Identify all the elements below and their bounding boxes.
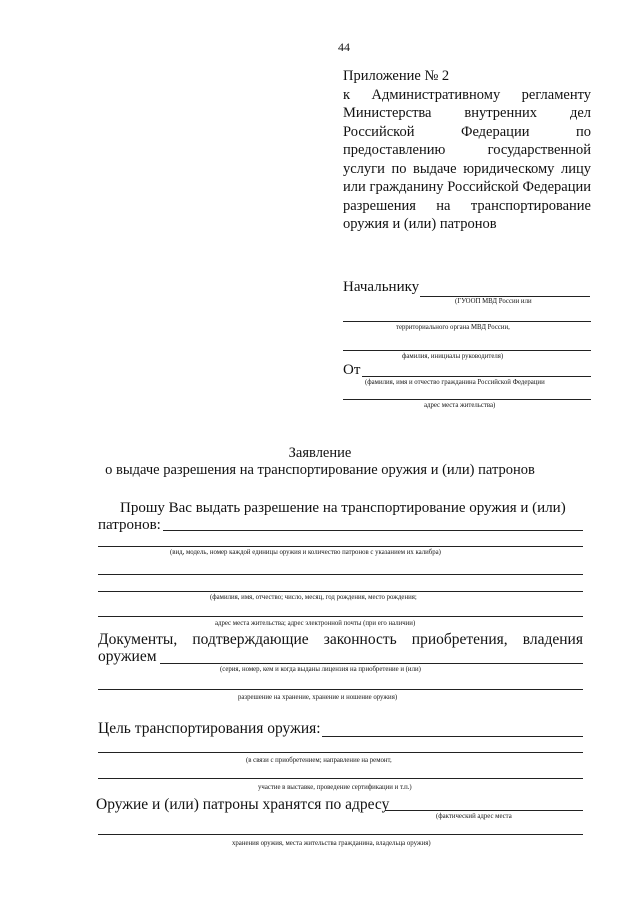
documents-field-line[interactable] xyxy=(160,663,583,664)
hint-permit: разрешение на хранение, хранение и ношение оружия) xyxy=(238,694,398,701)
purpose-label: Цель транспортирования оружия: xyxy=(98,720,321,737)
permit-field-line[interactable] xyxy=(98,689,583,690)
hint-storage-2: хранения оружия, места жительства гражданина, владельца оружия) xyxy=(232,840,431,847)
hint-purpose-2: участие в выставке, проведение сертификации и т.п.) xyxy=(258,784,412,791)
address-field-line[interactable] xyxy=(343,399,591,400)
page-number: 44 xyxy=(338,40,350,54)
storage-field-line-2[interactable] xyxy=(98,834,583,835)
hint-territorial: территориального органа МВД России, xyxy=(396,324,510,331)
hint-person: (фамилия, имя, отчество; число, месяц, год рождения, место рождения; xyxy=(210,594,417,601)
contacts-field-line[interactable] xyxy=(98,616,583,617)
purpose-field-line[interactable] xyxy=(322,736,583,737)
hint-contacts: адрес места жительства; адрес электронной почты (при его наличии) xyxy=(215,620,416,627)
hint-purpose: (в связи с приобретением; направление на ремонт, xyxy=(246,757,392,764)
weapon-field-line-2[interactable] xyxy=(98,574,583,575)
appendix-title: Приложение № 2 xyxy=(343,68,450,84)
appendix-block xyxy=(343,67,591,234)
documents-line-2: оружием xyxy=(98,648,157,665)
purpose-field-line-2[interactable] xyxy=(98,752,583,753)
storage-label: Оружие и (или) патроны хранятся по адресу xyxy=(96,796,390,813)
storage-field-line[interactable] xyxy=(385,810,583,811)
org-field-line[interactable] xyxy=(343,321,591,322)
documents-line-1: Документы, подтверждающие законность приобретения, владения xyxy=(98,631,583,648)
hint-org: (ГУООП МВД России или xyxy=(455,298,532,305)
from-label: От xyxy=(343,362,361,378)
hint-license: (серия, номер, кем и когда выданы лицензия на приобретение и (или) xyxy=(220,666,421,673)
from-field-line[interactable] xyxy=(362,376,591,377)
head-field-line[interactable] xyxy=(343,350,591,351)
to-label: Начальнику xyxy=(343,279,420,295)
hint-head: фамилия, инициалы руководителя) xyxy=(402,353,504,360)
hint-weapon: (вид, модель, номер каждой единицы оружия и количество патронов с указанием их калибра) xyxy=(170,549,441,556)
statement-subtitle: о выдаче разрешения на транспортирование оружия и (или) патронов xyxy=(105,462,535,478)
request-field-line[interactable] xyxy=(163,530,583,531)
statement-title: Заявление xyxy=(288,445,352,461)
hint-storage: (фактический адрес места xyxy=(436,813,512,820)
appendix-text: к Административному регламенту Министерства внутренних дел Российской Федерации по предоставлению государственной услуги по выдаче юридическому лицу или гражданину Российской Федерации разрешения на транспортирование оружия и (или) патронов xyxy=(343,86,591,232)
request-line-1: Прошу Вас выдать разрешение на транспортирование оружия и (или) xyxy=(120,500,566,516)
purpose-field-line-3[interactable] xyxy=(98,778,583,779)
hint-citizen: (фамилия, имя и отчество гражданина Российской Федерации xyxy=(365,379,545,386)
to-field-line[interactable] xyxy=(420,296,590,297)
hint-address: адрес места жительства) xyxy=(424,402,496,409)
person-field-line[interactable] xyxy=(98,591,583,592)
request-line-2: патронов: xyxy=(98,517,161,533)
weapon-field-line[interactable] xyxy=(98,546,583,547)
